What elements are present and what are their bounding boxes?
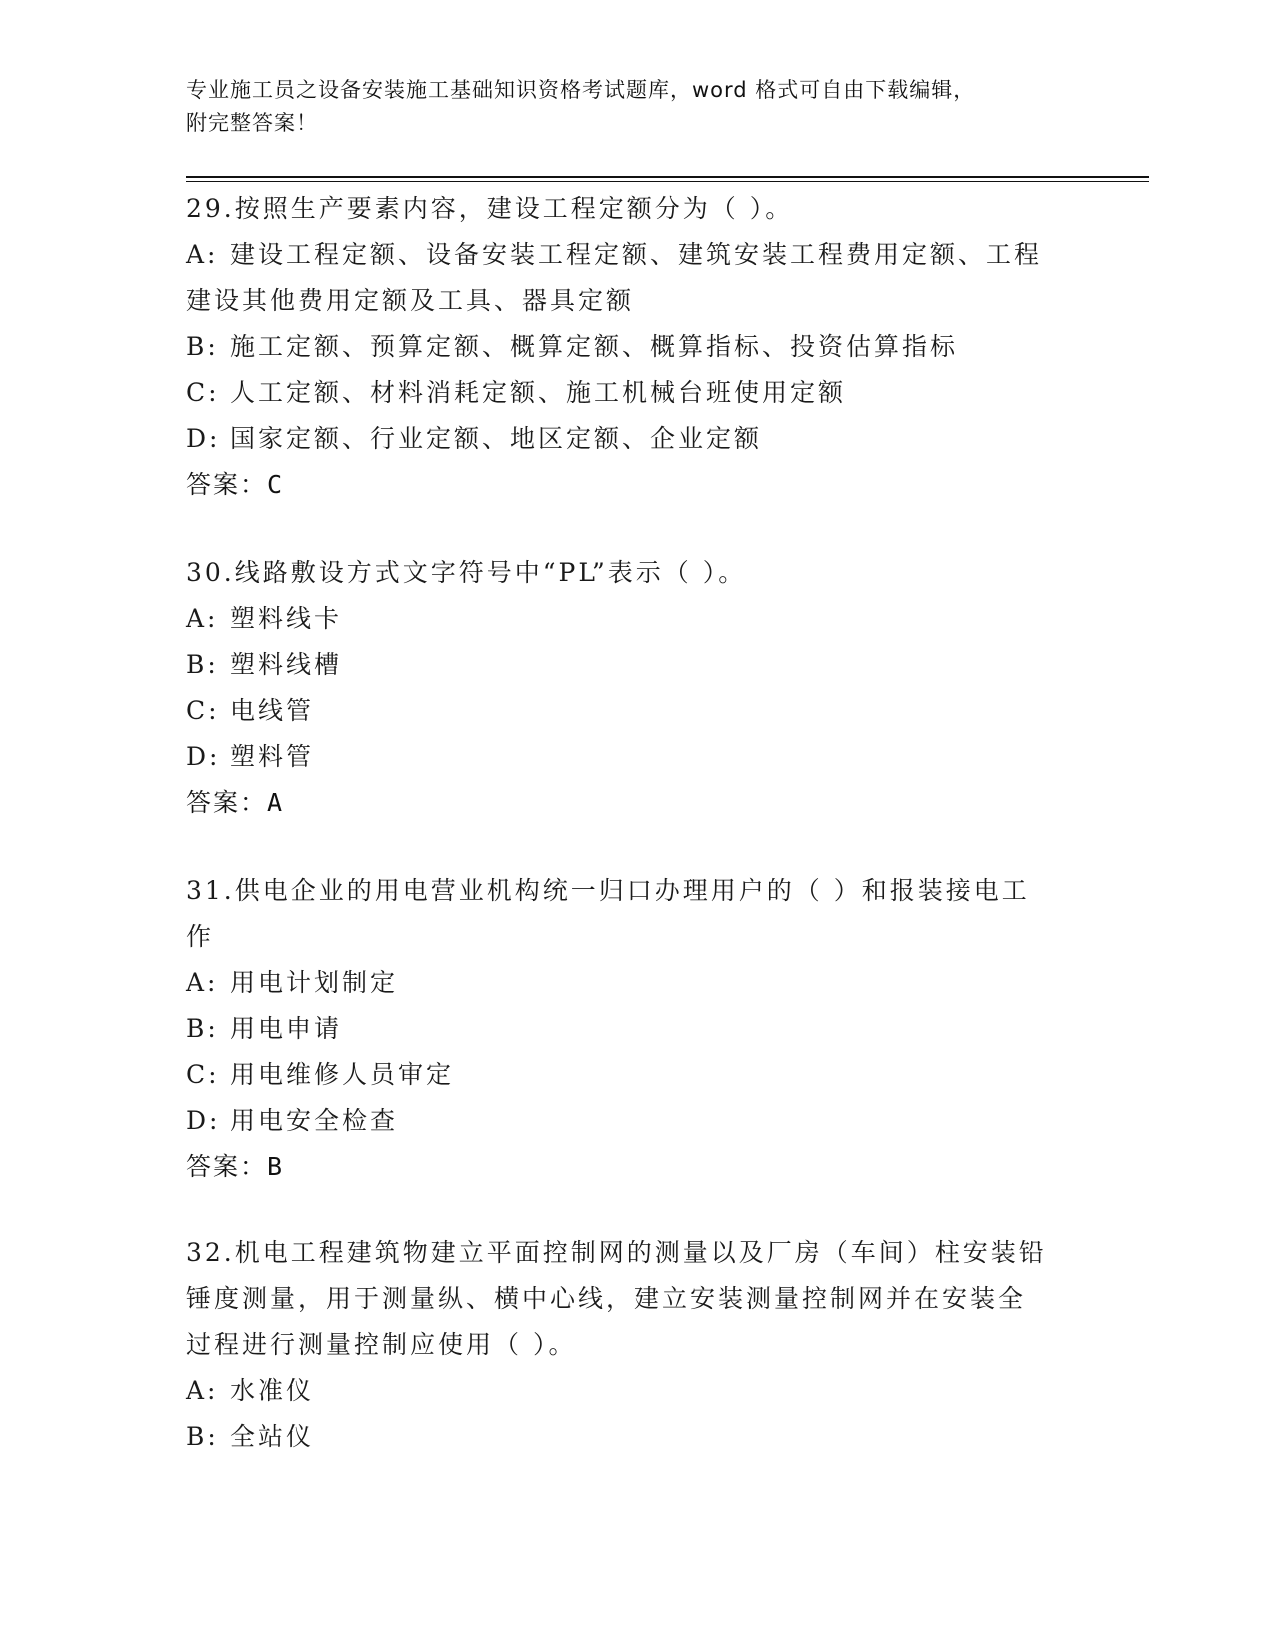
header-line-2: 附完整答案！ xyxy=(186,111,318,135)
answer-label: 答案： xyxy=(186,788,268,817)
option-text: 电线管 xyxy=(230,696,315,725)
option-a xyxy=(186,232,1066,278)
question-stem-continued: 锤度测量，用于测量纵、横中心线，建立安装测量控制网并在安装全 xyxy=(186,1284,1027,1313)
option-text: 塑料线卡 xyxy=(230,604,343,633)
option-letter: C: xyxy=(186,1060,220,1089)
option-text: 塑料管 xyxy=(230,742,315,771)
question-stem: 29.按照生产要素内容，建设工程定额分为（ ）。 xyxy=(186,194,794,223)
header-divider-thick xyxy=(186,176,1149,178)
document-header xyxy=(186,74,1086,140)
option-letter: A: xyxy=(186,968,219,997)
option-b xyxy=(186,642,1066,688)
option-b xyxy=(186,324,1066,370)
question-stem-continued: 作 xyxy=(186,922,215,951)
option-b xyxy=(186,1414,1066,1460)
option-d xyxy=(186,1098,1066,1144)
answer-label: 答案： xyxy=(186,1152,268,1181)
option-letter: C: xyxy=(186,378,220,407)
option-text: 全站仪 xyxy=(230,1422,315,1451)
option-text: 用电安全检查 xyxy=(230,1106,399,1135)
option-a-continued xyxy=(186,278,1066,324)
question-stem-continued: 过程进行测量控制应使用（ ）。 xyxy=(186,1330,577,1359)
option-letter: A: xyxy=(186,240,219,269)
option-text: 塑料线槽 xyxy=(230,650,343,679)
answer-value: C xyxy=(267,470,285,499)
header-line-1: 专业施工员之设备安装施工基础知识资格考试题库，word 格式可自由下载编辑， xyxy=(186,78,976,102)
option-c xyxy=(186,1052,1066,1098)
option-text: 用电计划制定 xyxy=(230,968,399,997)
option-letter: D: xyxy=(186,742,221,771)
option-a xyxy=(186,1368,1066,1414)
option-b xyxy=(186,1006,1066,1052)
answer-value: A xyxy=(267,788,285,817)
question-stem: 30.线路敷设方式文字符号中“PL”表示（ ）。 xyxy=(186,558,747,587)
option-letter: B: xyxy=(186,332,219,361)
option-letter: B: xyxy=(186,1422,219,1451)
question-29 xyxy=(186,186,1066,508)
header-divider-thin xyxy=(186,181,1149,182)
question-32 xyxy=(186,1230,1066,1460)
option-text: 人工定额、材料消耗定额、施工机械台班使用定额 xyxy=(230,378,847,407)
option-letter: D: xyxy=(186,424,221,453)
option-text: 施工定额、预算定额、概算定额、概算指标、投资估算指标 xyxy=(230,332,959,361)
option-letter: B: xyxy=(186,650,219,679)
option-letter: A: xyxy=(186,604,219,633)
question-stem: 31.供电企业的用电营业机构统一归口办理用户的（ ）和报装接电工 xyxy=(186,876,1030,905)
option-letter: C: xyxy=(186,696,220,725)
option-a xyxy=(186,596,1066,642)
question-31 xyxy=(186,868,1066,1190)
option-c xyxy=(186,370,1066,416)
answer-label: 答案： xyxy=(186,470,268,499)
question-30 xyxy=(186,550,1066,826)
option-text-line: 建设工程定额、设备安装工程定额、建筑安装工程费用定额、工程 xyxy=(230,240,1043,269)
option-letter: D: xyxy=(186,1106,221,1135)
option-text: 水准仪 xyxy=(230,1376,315,1405)
option-text: 国家定额、行业定额、地区定额、企业定额 xyxy=(230,424,763,453)
answer-line xyxy=(186,780,1066,826)
answer-value: B xyxy=(267,1152,285,1181)
option-text xyxy=(230,232,1042,278)
option-letter: A: xyxy=(186,1376,219,1405)
option-c xyxy=(186,688,1066,734)
option-d xyxy=(186,416,1066,462)
option-text-line: 建设其他费用定额及工具、器具定额 xyxy=(186,286,635,315)
option-text: 用电维修人员审定 xyxy=(230,1060,455,1089)
answer-line xyxy=(186,1144,1066,1190)
option-a xyxy=(186,960,1066,1006)
question-stem: 32.机电工程建筑物建立平面控制网的测量以及厂房（车间）柱安装铅 xyxy=(186,1238,1047,1267)
option-letter: B: xyxy=(186,1014,219,1043)
option-text: 用电申请 xyxy=(230,1014,343,1043)
option-d xyxy=(186,734,1066,780)
answer-line xyxy=(186,462,1066,508)
